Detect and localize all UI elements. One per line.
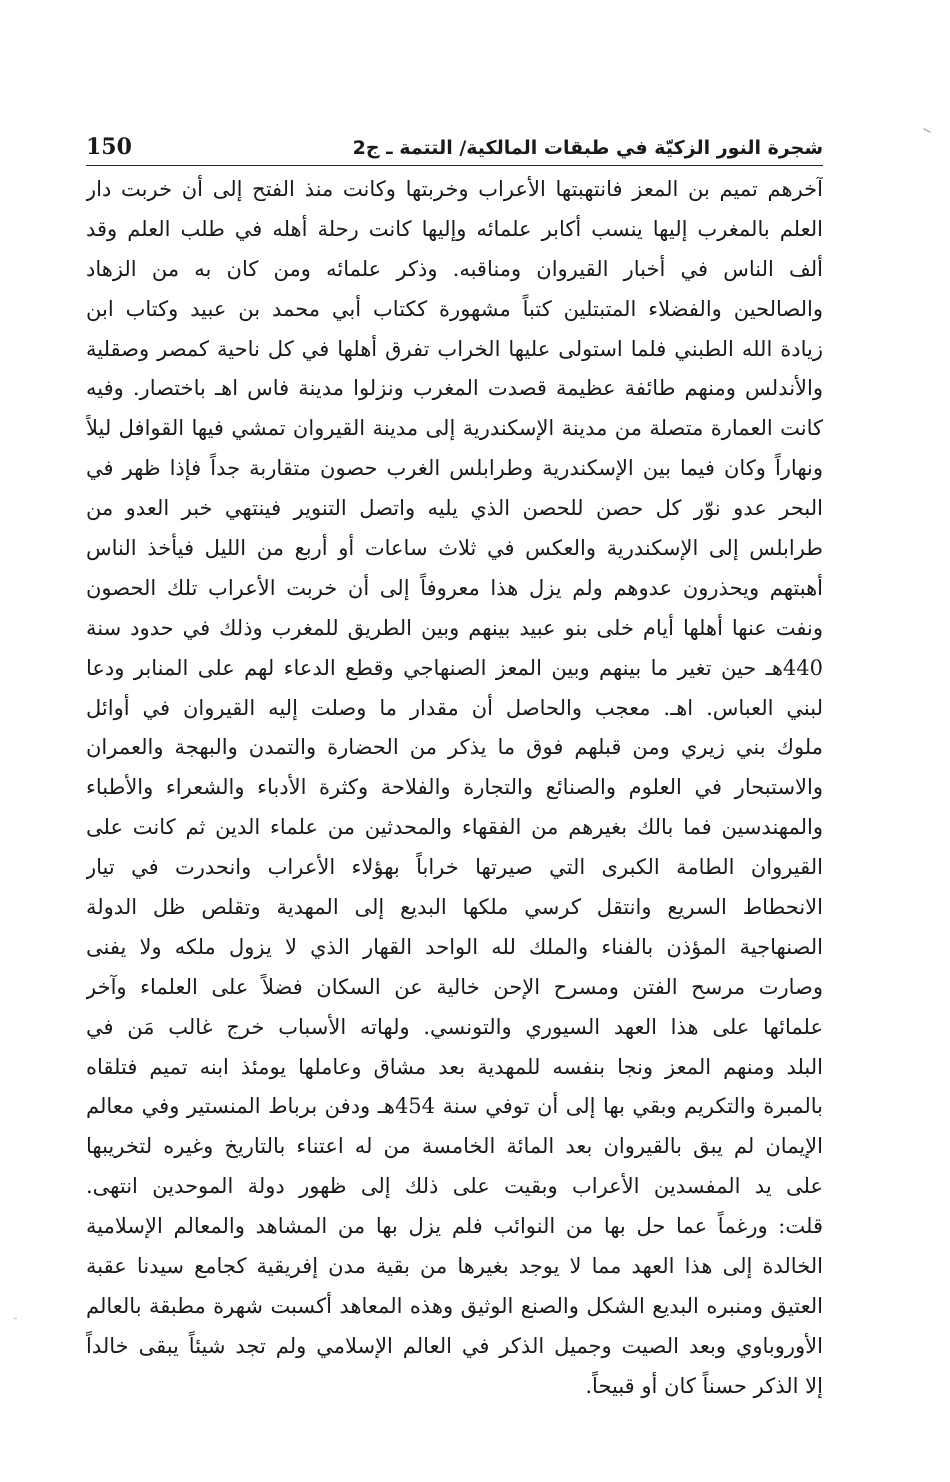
text-line: طرابلس إلى الإسكندرية والعكس في ثلاث ساعات أو أربع من الليل فيأخذ الناس [86, 536, 823, 561]
text-line: آخرهم تميم بن المعز فانتهبتها الأعراب وخربتها وكانت منذ الفتح إلى أن خربت دار [86, 177, 823, 201]
text-line: بالمبرة والتكريم وبقي بها إلى أن توفي سنة 454هـ ودفن برباط المنستير وفي معالم [86, 1094, 823, 1119]
text-line: زيادة الله الطبني فلما استولى عليها الخراب تفرق أهلها في كل ناحية كمصر وصقلية [86, 336, 823, 361]
text-line: ألف الناس في أخبار القيروان ومناقبه. وذكر علمائه ومن كان به من الزهاد [86, 256, 823, 281]
body-text [86, 170, 823, 1407]
text-line: والاستبحار في العلوم والصنائع والتجارة والفلاحة وكثرة الأدباء والشعراء والأطباء [86, 775, 823, 800]
running-head [86, 124, 823, 158]
text-line: علمائها على هذا العهد السيوري والتونسي. ولهاته الأسباب خرج غالب مَن في [86, 1014, 823, 1039]
text-line: والمهندسين فما بالك بغيرهم من الفقهاء والمحدثين من علماء الدين ثم كانت على [86, 815, 823, 840]
text-line: 440هـ حين تغير ما بينهم وبين المعز الصنهاجي وقطع الدعاء لهم على المنابر ودعا [86, 655, 823, 680]
text-line: وصارت مرسح الفتن ومسرح الإحن خالية عن السكان فضلاً على العلماء وآخر [86, 974, 823, 999]
text-line: العتيق ومنبره البديع الشكل والصنع الوثيق وهذه المعاهد أكسبت شهرة مطبقة بالعالم [86, 1293, 823, 1318]
text-line: على يد المفسدين الأعراب وبقيت على ذلك إلى ظهور دولة الموحدين انتهى. [86, 1174, 823, 1199]
header-rule [86, 165, 823, 166]
text-line: والأندلس ومنهم طائفة عظيمة قصدت المغرب ونزلوا مدينة فاس اهـ باختصار. وفيه [86, 376, 823, 401]
text-line: أهبتهم ويحذرون عدوهم ولم يزل هذا معروفاً إلى أن خربت الأعراب تلك الحصون [86, 575, 823, 600]
running-head-title: شجرة النور الزكيّة في طبقات المالكية/ التتمة ـ ج2 [352, 137, 823, 159]
text-line: الصنهاجية المؤذن بالفناء والملك لله الواحد القهار الذي لا يزول ملكه ولا يفنى [86, 934, 823, 959]
text-line: كانت العمارة متصلة من مدينة الإسكندرية إلى مدينة القيروان تمشي فيها القوافل ليلاً [86, 416, 823, 441]
text-line: العلم بالمغرب إليها ينسب أكابر علمائه وإليها كانت رحلة أهله في طلب العلم وقد [86, 216, 823, 241]
scan-mark-lower [14, 1318, 17, 1319]
scan-mark [923, 128, 931, 133]
text-line: الانحطاط السريع وانتقل كرسي ملكها البديع إلى المهدية وتقلص ظل الدولة [86, 895, 823, 920]
text-line: البلد ومنهم المعز ونجا بنفسه للمهدية بعد مشاق وعاملها يومئذ ابنه تميم فتلقاه [86, 1054, 823, 1079]
text-line: ونهاراً وكان فيما بين الإسكندرية وطرابلس الغرب حصون متقاربة جداً فإذا ظهر في [86, 456, 823, 481]
text-line: ونفت عنها أهلها أيام خلى بنو عبيد بينهم وبين الطريق للمغرب وذلك في حدود سنة [86, 615, 823, 640]
text-line: والصالحين والفضلاء المتبتلين كتباً مشهورة ككتاب أبي محمد بن عبيد وكتاب ابن [86, 296, 823, 321]
text-line: لبني العباس. اهـ. معجب والحاصل أن مقدار ما وصلت إليه القيروان في أوائل [86, 695, 823, 720]
text-line: البحر عدو نوّر كل حصن للحصن الذي يليه واتصل التنوير فينتهي خبر العدو من [86, 496, 823, 521]
page-number: 150 [86, 134, 132, 160]
text-line: القيروان الطامة الكبرى التي صيرتها خراباً بهؤلاء الأعراب وانحدرت في تيار [86, 855, 823, 880]
text-line: الخالدة إلى هذا العهد مما لا يوجد بغيرها من بقية مدن إفريقية كجامع سيدنا عقبة [86, 1254, 823, 1279]
text-line: الأوروباوي وبعد الصيت وجميل الذكر في العالم الإسلامي ولم تجد شيئاً يبقى خالداً [86, 1333, 823, 1358]
text-line: الإيمان لم يبق بالقيروان بعد المائة الخامسة من له اعتناء بالتاريخ وغيره لتخريبها [86, 1134, 823, 1159]
text-line: إلا الذكر حسناً كان أو قبيحاً. [585, 1373, 823, 1398]
text-line: ملوك بني زيري ومن قبلهم فوق ما يذكر من الحضارة والتمدن والبهجة والعمران [86, 735, 823, 760]
text-line: قلت: ورغماً عما حل بها من النوائب فلم يزل بها من المشاهد والمعالم الإسلامية [86, 1214, 823, 1239]
